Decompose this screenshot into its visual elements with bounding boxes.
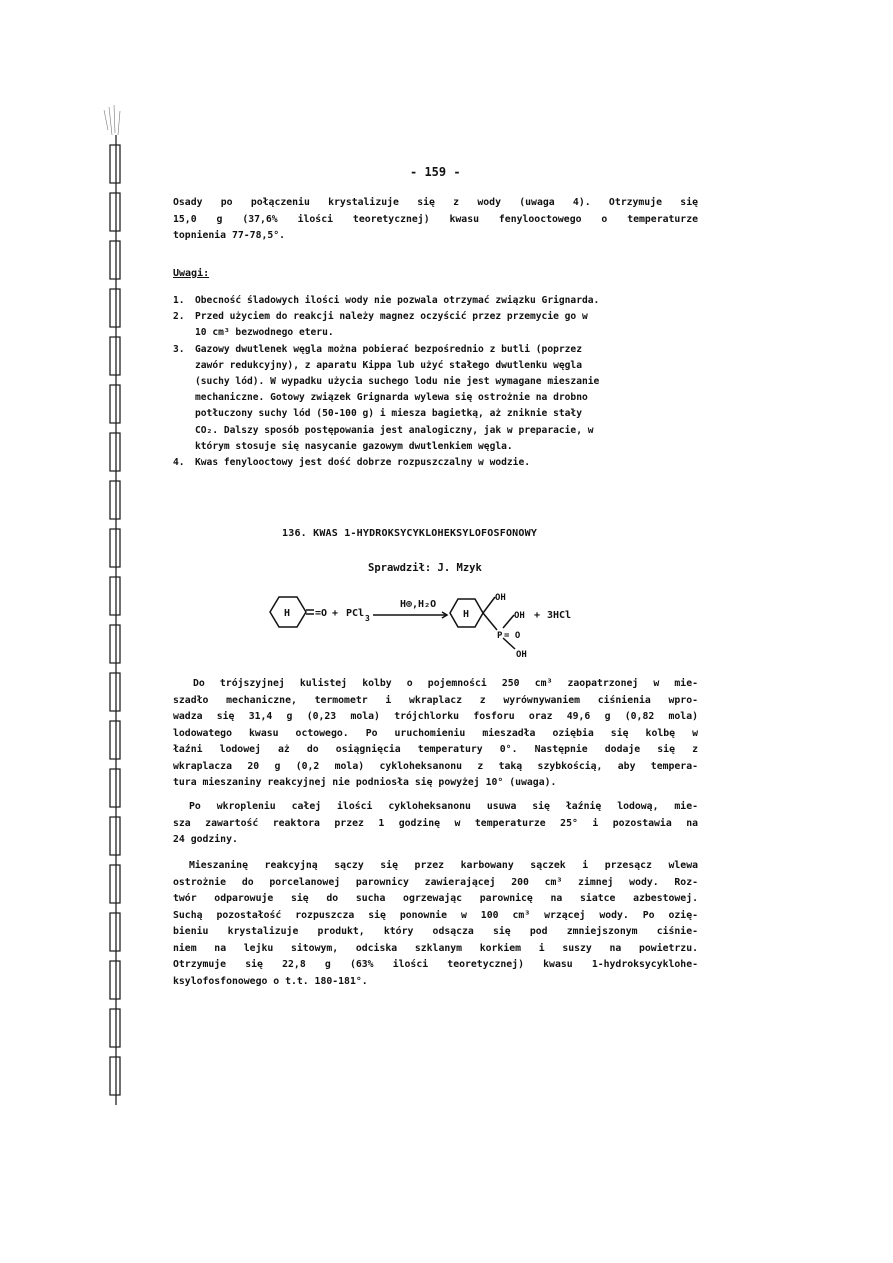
hydroxyl-top: OH xyxy=(495,593,506,603)
intro-paragraph xyxy=(173,195,698,245)
text-line: Osady po połączeniu krystalizuje się z wody (uwaga 4). Otrzymuje się xyxy=(173,197,698,208)
body-paragraph xyxy=(173,799,698,849)
note-item xyxy=(173,309,698,341)
hydroxyl-bottom: OH xyxy=(516,650,527,660)
text-line: wadza się 31,4 g (0,23 mola) trójchlorku fosforu oraz 49,6 g (0,82 mola) xyxy=(173,711,698,722)
text-line: szadło mechaniczne, termometr i wkraplacz z wyrównywaniem ciśnienia wpro- xyxy=(173,694,698,706)
text-line: ksylofosfonowego o t.t. 180-181°. xyxy=(173,975,368,987)
phosphoryl-oxygen: = O xyxy=(504,631,521,641)
note-item xyxy=(173,342,698,455)
text-line: zawór redukcyjny), z aparatu Kippa lub użyć stałego dwutlenku węgla xyxy=(195,359,582,371)
text-line: wkraplacza 20 g (0,2 mola) cykloheksanonu z taką szybkością, aby tempera- xyxy=(173,760,698,772)
text-line: Do trójszyjnej kulistej kolby o pojemności 250 cm³ zaopatrzonej w mie- xyxy=(193,678,698,689)
plus-sign: + xyxy=(332,608,339,619)
ketone-oxygen: =O xyxy=(315,608,328,619)
text-line: Przed użyciem do reakcji należy magnez oczyścić przez przemycie go w xyxy=(195,311,588,323)
note-number: 2. xyxy=(173,311,185,323)
text-line: sza zawartość reaktora przez 1 godzinę w temperaturze 25° i pozostawia na xyxy=(173,817,698,829)
text-line: 10 cm³ bezwodnego eteru. xyxy=(195,327,334,339)
text-line: 24 godziny. xyxy=(173,834,238,845)
text-line: niem na lejku sitowym, odciska szklanym korkiem i suszy na powietrzu. xyxy=(173,942,698,954)
text-line: (suchy lód). W wypadku użycia suchego lodu nie jest wymagane mieszanie xyxy=(195,376,600,388)
checked-by: Sprawdził: J. Mzyk xyxy=(368,562,482,574)
ring-label-left: H xyxy=(284,608,291,619)
notes-heading: Uwagi: xyxy=(173,268,210,279)
text-line: Otrzymuje się 22,8 g (63% ilości teoretycznej) kwasu 1-hydroksycyklohe- xyxy=(173,959,698,970)
text-line: potłuczony suchy lód (50-100 g) i miesza bagietką, aż zniknie stały xyxy=(195,408,582,420)
section-title: 136. KWAS 1-HYDROKSYCYKLOHEKSYLOFOSFONOWY xyxy=(282,528,538,539)
text-line: topnienia 77-78,5°. xyxy=(173,230,286,241)
text-line: ostrożnie do porcelanowej parownicy zawierającej 200 cm³ zimnej wody. Roz- xyxy=(173,876,698,888)
text-line: tura mieszaniny reakcyjnej nie podniosła się powyżej 10° (uwaga). xyxy=(173,777,557,788)
note-item xyxy=(173,293,698,309)
body-paragraph xyxy=(173,676,698,792)
text-line: twór odparowuje się do sucha ogrzewając parownicę na siatce azbestowej. xyxy=(173,893,698,904)
binding-strip xyxy=(100,105,130,1105)
text-line: 15,0 g (37,6% ilości teoretycznej) kwasu fenylooctowego o temperaturze xyxy=(173,213,698,225)
text-line: którym stosuje się nasycanie gazowym dwutlenkiem węgla. xyxy=(195,440,513,452)
text-line: lodowatego kwasu octowego. Po uruchomieniu mieszadła oziębia się kolbę w xyxy=(173,727,698,739)
plus-sign: + xyxy=(534,610,541,621)
text-line: Kwas fenylooctowy jest dość dobrze rozpuszczalny w wodzie. xyxy=(195,457,531,469)
text-line: Obecność śladowych ilości wody nie pozwala otrzymać związku Grignarda. xyxy=(195,295,600,306)
page-number: - 159 - xyxy=(410,165,461,179)
note-item xyxy=(173,455,698,471)
note-number: 4. xyxy=(173,457,185,469)
text-line: Gazowy dwutlenek węgla można pobierać bezpośrednio z butli (poprzez xyxy=(195,343,582,355)
byproduct-formula: 3HCl xyxy=(547,610,572,621)
body-paragraph xyxy=(173,858,698,990)
text-line: Mieszaninę reakcyjną sączy się przez karbowany sączek i przesącz wlewa xyxy=(189,860,698,871)
phosphorus-atom: P xyxy=(497,631,503,641)
reaction-conditions: H⊕,H₂O xyxy=(400,599,437,610)
text-line: Suchą pozostałość rozpuszcza się ponownie w 100 cm³ wrzącej wody. Po ozię- xyxy=(173,909,698,921)
reagent-subscript: 3 xyxy=(365,614,370,623)
text-line: Po wkropleniu całej ilości cykloheksanonu usuwa się łaźnię lodową, mie- xyxy=(189,801,698,812)
note-number: 1. xyxy=(173,295,185,306)
hydroxyl-right: OH xyxy=(514,611,525,621)
note-number: 3. xyxy=(173,343,185,355)
ring-label-right: H xyxy=(463,609,470,620)
reagent-formula: PCl xyxy=(346,608,365,619)
text-line: CO₂. Dalszy sposób postępowania jest analogiczny, jak w preparacie, w xyxy=(195,424,594,436)
notes-list xyxy=(173,293,698,471)
text-line: bieniu krystalizuje produkt, który odsącza się pod zmniejszonym ciśnie- xyxy=(173,926,698,937)
reaction-scheme xyxy=(262,585,602,665)
text-line: łaźni lodowej aż do osiągnięcia temperatury 0°. Następnie dodaje się z xyxy=(173,744,698,755)
text-line: mechaniczne. Gotowy związek Grignarda wylewa się ostrożnie na drobno xyxy=(195,392,588,404)
